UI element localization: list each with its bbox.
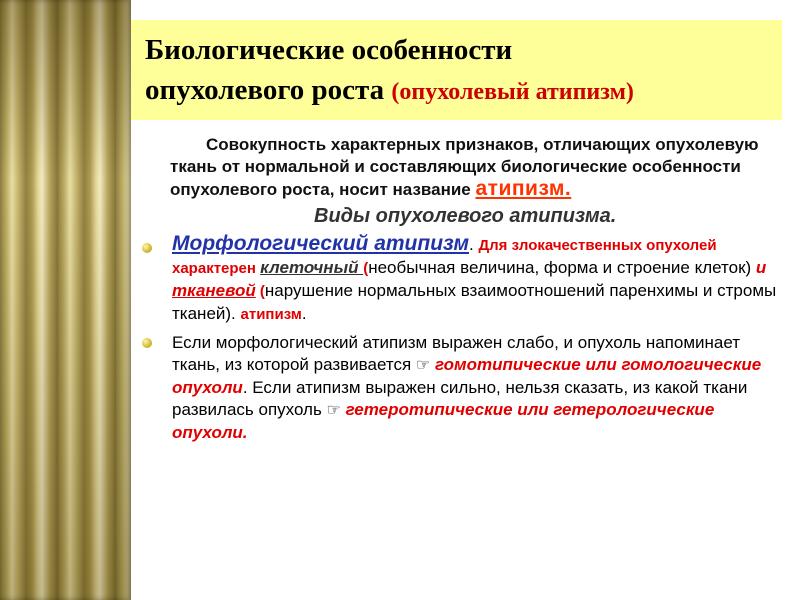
title-line2: опухолевого роста bbox=[145, 74, 385, 106]
b2-term2: гетеротипические или гетерологические опухоли. bbox=[172, 400, 715, 442]
bullet-morphological bbox=[136, 233, 780, 326]
title-line1: Биологические особенности bbox=[145, 34, 513, 66]
b2-term1: гомотипические или гомологические опухоли bbox=[172, 355, 762, 397]
pointing-hand-icon: ☞ bbox=[326, 402, 341, 419]
morph-tail-dot: . bbox=[301, 304, 307, 323]
paren-open: ( bbox=[363, 260, 369, 277]
morph-sep: . bbox=[469, 235, 479, 254]
morph-and: и bbox=[751, 258, 767, 277]
intro-text: Совокупность характерных признаков, отличающих опухолевую ткань от нормальной и составляющих биологические особенности опухолевого роста, носит название bbox=[170, 135, 759, 199]
tissue-description: нарушение нормальных взаимоотношений паренхимы и стромы тканей). bbox=[172, 281, 777, 323]
intro-paragraph bbox=[170, 134, 780, 201]
morph-tissue: тканевой bbox=[172, 281, 256, 300]
cell-description: необычная величина, форма и строение клеток) bbox=[368, 258, 752, 277]
b2-text1: Если морфологический атипизм выражен слабо, и опухоль напоминает ткань, из которой развивается bbox=[172, 333, 741, 374]
bullet-homo-hetero bbox=[136, 332, 780, 444]
curtain-shading bbox=[0, 0, 131, 600]
bullet-list bbox=[136, 233, 780, 444]
morph-cell: клеточный bbox=[260, 258, 364, 277]
morph-lead: Для злокачественных опухолей характерен bbox=[172, 237, 717, 277]
subhead-dot: . bbox=[610, 205, 617, 227]
slide-content bbox=[136, 134, 780, 450]
pointing-hand-icon: ☞ bbox=[415, 357, 431, 374]
bullet-dot-icon bbox=[142, 243, 152, 253]
morph-heading: Морфологический атипизм bbox=[172, 232, 470, 255]
b2-text2: . Если атипизм выражен сильно, нельзя сказать, из какой ткани развилась опухоль bbox=[172, 378, 748, 419]
title-paren: (опухолевый атипизм) bbox=[391, 79, 634, 105]
bullet-dot-icon bbox=[142, 338, 152, 348]
slide-title bbox=[145, 30, 768, 112]
intro-term: атипизм. bbox=[475, 177, 572, 200]
title-box bbox=[131, 20, 782, 120]
morph-tail: атипизм bbox=[240, 306, 302, 323]
types-subheading bbox=[314, 205, 780, 227]
subhead-text: Виды опухолевого атипизма bbox=[314, 205, 611, 227]
paren-open-2: ( bbox=[255, 283, 265, 300]
